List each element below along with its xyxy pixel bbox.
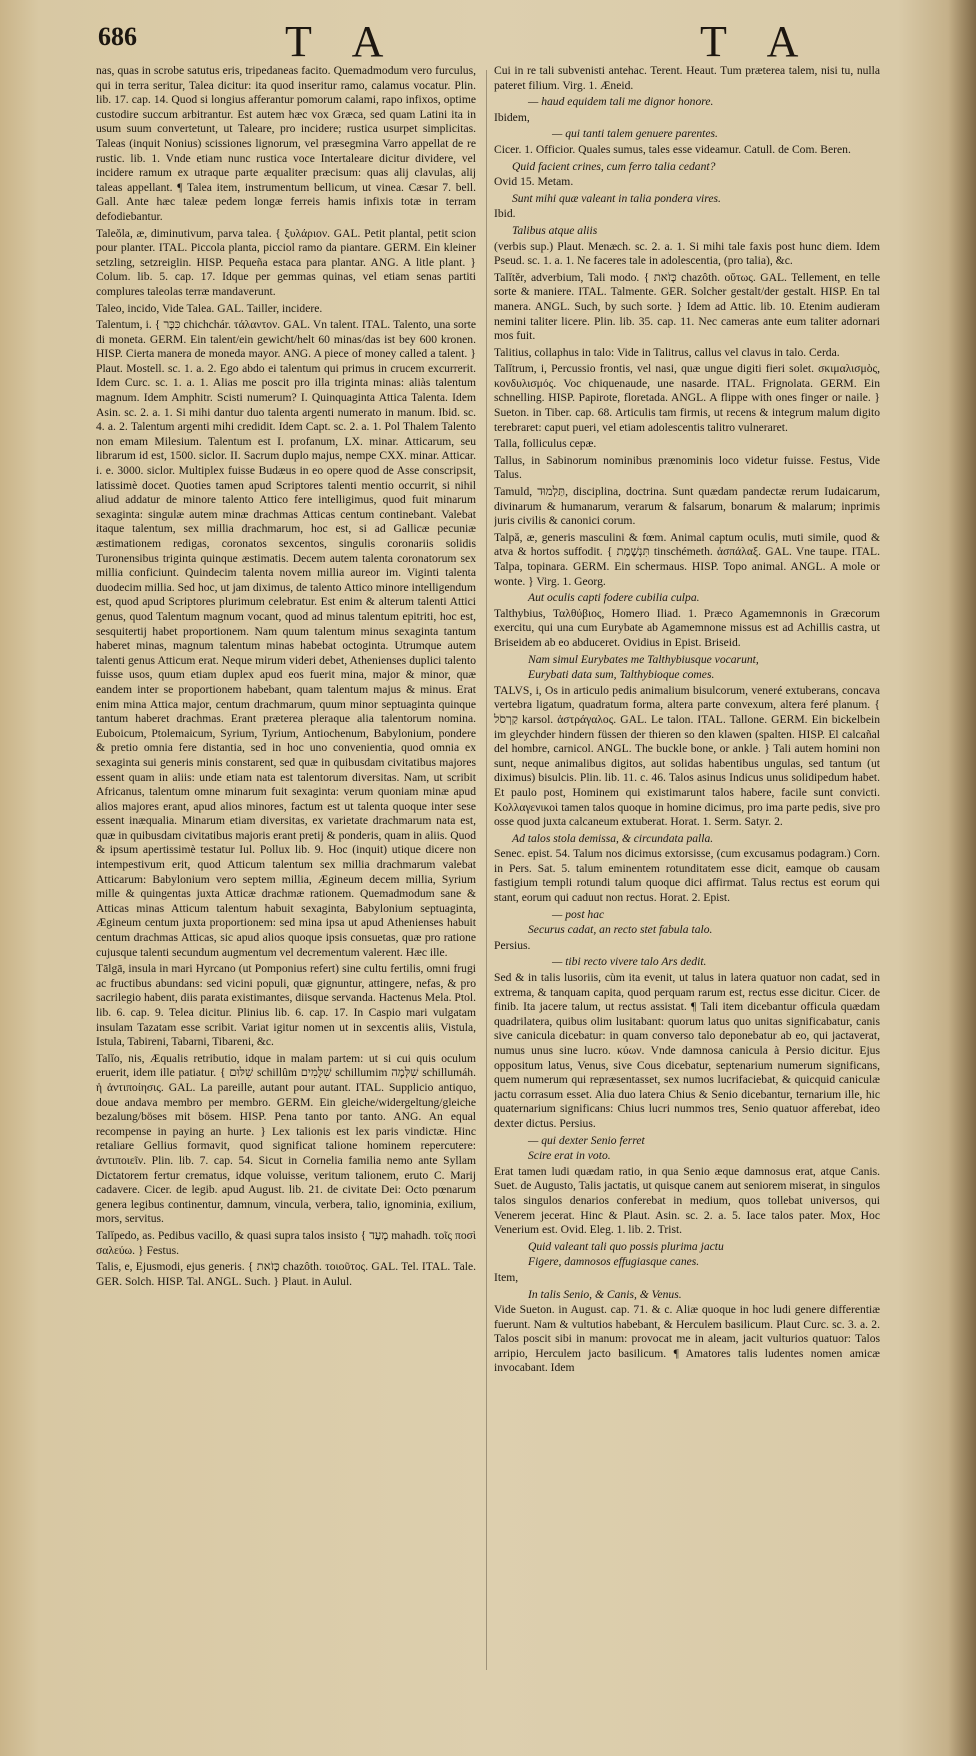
- dictionary-entry: Tamuld, תַּלְמוּד, disciplina, doctrina. Sunt quædam pandectæ rerum Iudaicarum, divinarum & humanarum, verarum & falsarum, bonarum & malarum; inprimis juris civilis & canonici corum.: [494, 485, 880, 528]
- dictionary-entry: Senec. epist. 54. Talum nos dicimus extorsisse, (cum excusamus podagram.) Corn. in Pers. Sat. 5. talum eminentem rotunditatem esse dicit, eamque ob causam fastigium templi rotundi talum quoque dici affirmat. Talus rectus est eorum qui stant, eorum qui caduut non rectus. Horat. 2. Epist.: [494, 847, 880, 905]
- dictionary-entry: Talĭo, nis, Æqualis retributio, idque in malam partem: ut si cui quis oculum eruerit, idem ille patiatur. { שִׁלּוּם schillûm שִׁלֻּמִים schillumim שִׁלְּמָה schillumáh. ἡ ἀντιποίησις. GAL. La pareille, autant pour autant. ITAL. Supplicio antiquo, doue andava membro per membro. GERM. Ein gleiche/widergeltung/gleiche bezalung/böses mit bösem. HISP. Pena tanto por tanto. ANG. An equal recompense in paying an hurte. } Lex talionis est lex paris vindictæ. Hinc retaliare Gellius formavit, quod significat talione hominem repercutere: ἀντιποιεῖν. Plin. lib. 7. cap. 54. Sicut in Cornelia familia nemo ante Syllam Dictatorem fertur crematus, idque voluisse, veritum talionem, eruto C. Marij cadavere. Cicer. de legib. apud August. lib. 21. de civitate Dei: Octo pœnarum genera legibus continentur, damnum, vincula, verbera, talio, ignominia, exilium, mors, servitus.: [96, 1051, 476, 1226]
- page-number: 686: [98, 22, 137, 51]
- running-head-left: T A: [285, 17, 400, 66]
- dictionary-entry: Cui in re tali subvenisti antehac. Terent. Heaut. Tum præterea talem, nisi tu, nulla pateret filium. Virg. 1. Æneid.: [494, 64, 880, 92]
- dictionary-entry: Erat tamen ludi quædam ratio, in qua Senio æque damnosus erat, atque Canis. Suet. de Augusto, Talis jactatis, ut quisque canem aut seniorem miserat, in singulos talos singulos denarios conferebat in medium, quos tollebat universos, qui Venerem jecerat. Hinc & Plaut. Asin. sc. 2. a. 5. Iace talos pater. Mox, Hoc Venerium est. Ovid. Eleg. 1. lib. 2. Trist.: [494, 1164, 880, 1237]
- dictionary-entry: Talthybius, Ταλθύβιος, Homero Iliad. 1. Præco Agamemnonis in Græcorum exercitu, qui una cum Eurybate ab Agamemnone missus est ad Achillis castra, ut Briseidem ab eo abduceret. Ovidius in Epist. Briseid.: [494, 606, 880, 649]
- verse-quotation: — haud equidem tali me dignor honore.: [528, 95, 714, 109]
- dictionary-entry: Talĭpedo, as. Pedibus vacillo, & quasi supra talos insisto { מָעַד mahadh. τοῖς ποσὶ σαλεύω. } Festus.: [96, 1228, 476, 1257]
- verse-quotation: Aut oculis capti fodere cubilia culpa.: [528, 591, 700, 605]
- dictionary-entry: TALVS, i, Os in articulo pedis animalium bisulcorum, veneré extuberans, concava vertebra ligatum, quadratum forma, altera parte convexum, altera feré planum. { קַרְסֹל karsol. ἀστράγαλος. GAL. Le talon. ITAL. Tallone. GERM. Ein bickelbein im gleychder hindern füssen der thieren so den klawen (spalten. HISP. El calcañal del hombre, carnicol. ANGL. The buckle bone, or ankle. } Tali autem homini non sunt, neque animalibus digitos, aut solidas habentibus ungulas, sed tantum (ut diximus) bisulcis. Plin. lib. 11. c. 46. Talos asinus Indicus unus solidipedum habet. Et paulo post, Hominem qui existimarunt talos habere, facile sunt convicti. Κολλαγενικοὶ tamen talos quoque in homine dicimus, pro ima parte pedis, sive pro osse quod juxta calcaneum extuberat. Horat. 1. Serm. Satyr. 2.: [494, 683, 880, 829]
- verse-quotation: Talibus atque aliis: [512, 223, 598, 237]
- dictionary-entry: Taleo, incido, Vide Talea. GAL. Tailler, incidere.: [96, 301, 323, 315]
- dictionary-entry: Sed & in talis lusoriis, cùm ita evenit, ut talus in latera quatuor non cadat, sed in extrema, & tanquam capita, quod perquam rarum est, rectus esse dicitur. Cicer. de finib. Ita jacere talum, ut rectus assistat. ¶ Tali item dicebantur officula quædam quadrilatera, quibus olim lusitabant: quorum latus quo unitas significabatur, canis sive canicula dicebatur: in quam converso talo deponebatur ab eo, qui jactaverat, numus unus sine lucro. κύων. Vnde damnosa canicula à Persio dicitur. Ejus oppositum latus, Venus, sive Cous dicebatur, septenarium numerum significans, quem numerum qui repræsentasset, sex numos lucrifaciebat, & quicquid caniculæ jactu corrasum esset. Alia duo latera Chius & Senio dicebantur, ternarium ille, hic quaternarium significans: Chius lucri nummos tres, Senio quatuor afferebat, ideo dexter dictus. Persius.: [494, 971, 880, 1130]
- verse-quotation: Eurybati data sum, Talthybioque comes.: [528, 668, 715, 682]
- verse-quotation: Figere, damnosos effugiasque canes.: [528, 1255, 700, 1269]
- dictionary-entry: Ovid 15. Metam.: [494, 175, 574, 189]
- dictionary-entry: Talentum, i. { כִּכָּר chichchár. τάλαντον. GAL. Vn talent. ITAL. Talento, una sorte di moneta. GERM. Ein talent/ein gewicht/helt 60 minas/das ist bey 600 kronen. HISP. Cierta manera de moneda mayor. ANG. A piece of money called a talent. } Plaut. Mostell. sc. 1. a. 2. Ego abdo ei talentum qui primus in crucem excurrerit. Idem Curc. sc. 1. a. 1. Alias me poscit pro illa triginta minas: aliàs talentum magnum. Idem Amphitr. Scisti numerum? I. Quinquaginta Attica Talenta. Idem Asin. sc. 2. a. 1. Si mihi dantur duo talenta argenti numerato in manum. Ibid. sc. 4. a. 2. Talentum argenti mihi credidit. Idem Capt. sc. 2. a. 1. Pol Thalem Talento non emam Milesium. Talentum est I. profanum, LX. minar. Atticarum, seu librarum id est, 1500. siclor. II. Sacrum duplo majus, nempe CXX. minar. Atticar. i. e. 3000. siclor. Multiplex fuisse Budæus in eo opere quod de Asse conscripsit, latissimè docet. Quoties tamen apud Scriptores talenti mentio occurrit, si nihil aliud addatur de minore talento Attico fere intelligimus, quod fuit minarum sexaginta: singulæ autem minæ drachmas Atticas centum continebant. Valebat itaque talentum, sex millia drachmarum, hoc est, si ad Gallicæ pecuniæ æstimationem redigas, coronatos sexcentos, singulis coronariis solidis Turonensibus triginta quinque æstimatis. Decem autem talenta coronatorum sex millia conficiunt. Quindecim talenta novem millia aureor im. Viginti talenta duodecim millia. Sed hoc, ut jam diximus, de talento Attico minore intelligendum est, quod apud Scriptores plurimum celebratur. Est enim & alterum talenti Attici genus, quod Talentum magnum vocant, quod ad minus talentum epitriti, hoc est, sesquitertij habet proportionem. Nam quum talentum minus sexaginta tantum haberet minas, magnum talentum minas habebat octoginta. Utrumque autem talenti genus Atticum erat. Neque mirum videri debet, Athenienses duplici talento fuisse usos, quum etiam duplex apud eos fuerit mina, major & minor, quæ eandem inter se proportionem habebant, quam talentum majus & minus. Erat enim mina Attica major, centum drachmarum, quum minor septuaginta quinque tantum haberet drachmas. Erant præterea pleraque alia talentorum nomina. Euboicum, Ptolemaicum, Syrium, Tyrium, Antiochenum, Babylonium, pondere & pretio omnia fere distantia, sed in hoc uno convenientia, quod omnia ex sexaginta sui generis minis constarent, sed quæ in quibusdam civitatibus majores essent quam in aliis: unde etiam nata est talentorum diversitas. Nam, ut scribit Africanus, talentum omne minarum fuit sexaginta: verum quoniam minæ apud alios majores erant, apud alios minores, factum est ut talenta quoque inter sese essent inæqualia. Minarum etiam diversitas, ex varietate drachmarum nata est, quæ in quibusdam civitatibus majoris erant pretij & ponderis, quam in aliis. Quod & ipsum apertissimè testatur Iul. Pollux lib. 9. Hoc (inquit) utique dicere non intempestivum erit, quod Atticum talentum sex millia drachmarum valebat Atticarum: Babylonium vero septem millia, Ægineum decem millia, Syrium mille & quingentas juxta Atticæ drachmæ rationem. Quemadmodum sane & Atticas minas Atticum talentum habuit sexaginta, Babylonium septuaginta, Ægineum centum juxta proportionem: sed mina ipsa ut apud Athenienses habuit centum drachmas Atticas, sic apud alios quoque ipsis consuetas, quæ pro ratione cujusque talenti secundum augmentum vel decrementum valerent. Hæc ille.: [96, 318, 476, 959]
- verse-quotation: Quid valeant tali quo possis plurima jactu: [528, 1239, 724, 1253]
- dictionary-entry: Talĭtĕr, adverbium, Tali modo. { כָּזֹאת chazôth. οὕτως. GAL. Tellement, en telle sorte & maniere. ITAL. Talmente. GER. Solcher gestalt/der gestalt. HISP. En tal manera. ANGL. Such, by such sorte. } Idem ad Attic. lib. 10. Etenim audieram nemini taliter licere. Plin. lib. 35. cap. 11. Nec cameras ante eum taliter adornari mos fuit.: [494, 270, 880, 343]
- verse-quotation: — qui dexter Senio ferret: [528, 1133, 645, 1147]
- dictionary-entry: Talla, folliculus cepæ.: [494, 437, 597, 451]
- verse-quotation: Securus cadat, an recto stet fabula talo.: [528, 923, 713, 937]
- verse-quotation: Scire erat in voto.: [528, 1149, 611, 1163]
- verse-quotation: Nam simul Eurybates me Talthybiusque vocarunt,: [528, 652, 759, 666]
- verse-quotation: In talis Senio, & Canis, & Venus.: [528, 1287, 682, 1301]
- verse-quotation: — qui tanti talem genuere parentes.: [552, 127, 718, 141]
- verse-quotation: Sunt mihi quæ valeant in talia pondera vires.: [512, 191, 721, 205]
- dictionary-entry: Ibid.: [494, 207, 516, 221]
- column-divider: [486, 70, 487, 1670]
- verse-quotation: — post hac: [552, 907, 605, 921]
- dictionary-entry: Ibidem,: [494, 110, 530, 124]
- dictionary-entry: Item,: [494, 1270, 519, 1284]
- left-column: [96, 64, 476, 1684]
- dictionary-entry: Persius.: [494, 938, 531, 952]
- dictionary-entry: Vide Sueton. in August. cap. 71. & c. Aliæ quoque in hoc ludi genere differentiæ fuerunt. Nam & vultutios habebant, & Herculem basilicum. Plaut Curc. sc. 3. a. 2. Talos poscit sibi in manum: provocat me in aleam, jacit vulturios quatuor: Talos arripio, Herculem jacto basilicum. ¶ Amatores talis ludentes nomen amicæ invocabant. Idem: [494, 1303, 880, 1375]
- running-head-right: T A: [700, 17, 815, 66]
- dictionary-entry: Tallus, in Sabinorum nominibus prænominis loco videtur fuisse. Festus, Vide Talus.: [494, 453, 880, 482]
- dictionary-entry: Talitius, collaphus in talo: Vide in Talitrus, callus vel clavus in talo. Cerda.: [494, 345, 840, 359]
- right-column: [494, 64, 880, 1744]
- page-header: [0, 16, 976, 66]
- dictionary-entry: Taleŏla, æ, diminutivum, parva talea. { ξυλάριον. GAL. Petit plantal, petit scion pour planter. ITAL. Piccola planta, picciol ramo da piantare. GERM. Ein kleiner setzling, setzreiglin. HISP. Pequeña estaca para plantar. ANG. A litle plant. } Colum. lib. 5. cap. 17. Idque per gemmas quinas, vel etiam senas partiti complures taleolas terræ mandaverunt.: [96, 226, 476, 298]
- dictionary-entry: Cicer. 1. Officior. Quales sumus, tales esse videamur. Catull. de Com. Beren.: [494, 142, 851, 156]
- dictionary-entry: Talpă, æ, generis masculini & fœm. Animal captum oculis, muti simile, quod & atva & hortos suffodit. { תִּנְשֶׁמֶת tinschémeth. ἀσπάλαξ. GAL. Vne taupe. ITAL. Talpa, topinara. GERM. Ein schermaus. HISP. Topo animal. ANGL. A mole or wonte. } Virg. 1. Georg.: [494, 530, 880, 588]
- verse-quotation: — tibi recto vivere talo Ars dedit.: [552, 955, 707, 969]
- dictionary-entry: Talĭtrum, i, Percussio frontis, vel nasi, quæ ungue digiti fieri solet. σκιμαλισμὸς, κονδυλισμός. Voc chiquenaude, une nasarde. ITAL. Frignolata. GERM. Ein schnelling. HISP. Papirote, floretada. ANGL. A flippe with ones finger or naile. } Sueton. in Tiber. cap. 68. Articulis tam firmis, ut recens & integrum malum digito terebraret: caput pueri, vel etiam adolescentis talitro vulneraret.: [494, 362, 880, 434]
- dictionary-entry: Tālgā, insula in mari Hyrcano (ut Pomponius refert) sine cultu fertilis, omni frugi ac fructibus abundans: sed vicini populi, quæ gignuntur, attingere, nefas, & pro sacrilegio habent, diis parata existimantes, diisque servanda. Hactenus Mela. Ptol. lib. 6. cap. 9. Telea dicitur. Plinius lib. 6. cap. 17. In Caspio mari vulgatam insulam Tazatam esse scribit. Variat igitur nomen ut in sexcentis aliis, Vistula, Istula, Tabireni, Tabarni, Tibareni, &c.: [96, 962, 476, 1049]
- verse-quotation: Ad talos stola demissa, & circundata palla.: [512, 831, 714, 845]
- dictionary-entry: nas, quas in scrobe satutus eris, tripedaneas facito. Quemadmodum vero furculus, qui in terra seritur, Talea dicitur: ita quod inseritur ramo, calamus vocatur. Plin. lib. 17. cap. 14. Quod si longius afferantur pomorum calami, rapo infixos, optime custodire succum arbitrantur. Est autem hæc vox Græca, sed quam Latini ita in usum suum convertetunt, ut Taleare, pro incidere; rustica usurpet simplicitas. Taleas (inquit Nonius) scissiones lignorum, vel præsegmina Varro appellat de re rustic. lib. 1. Vnde etiam nunc rustica voce Intertaleare dicitur dividere, vel incidere ramum ex utraque parte æqualiter præcisum: quas alij clavulas, alij taleas appellant. ¶ Talea item, instrumentum bellicum, ut vinea. Cæsar 7. bell. Gall. Ante hæc taleæ pedem longæ ferreis hamis infixis totæ in terram defodiebantur.: [96, 64, 476, 223]
- verse-quotation: Quid facient crines, cum ferro talia cedant?: [512, 159, 716, 173]
- dictionary-entry: (verbis sup.) Plaut. Menæch. sc. 2. a. 1. Si mihi tale faxis post hunc diem. Idem Pseud. sc. 1. a. 1. Ne faceres tale in adolescentia, (pro talia), &c.: [494, 239, 880, 268]
- dictionary-entry: Talis, e, Ejusmodi, ejus generis. { כָּזֹאת chazôth. τοιοῦτος. GAL. Tel. ITAL. Tale. GER. Solch. HISP. Tal. ANGL. Such. } Plaut. in Aulul.: [96, 1260, 476, 1288]
